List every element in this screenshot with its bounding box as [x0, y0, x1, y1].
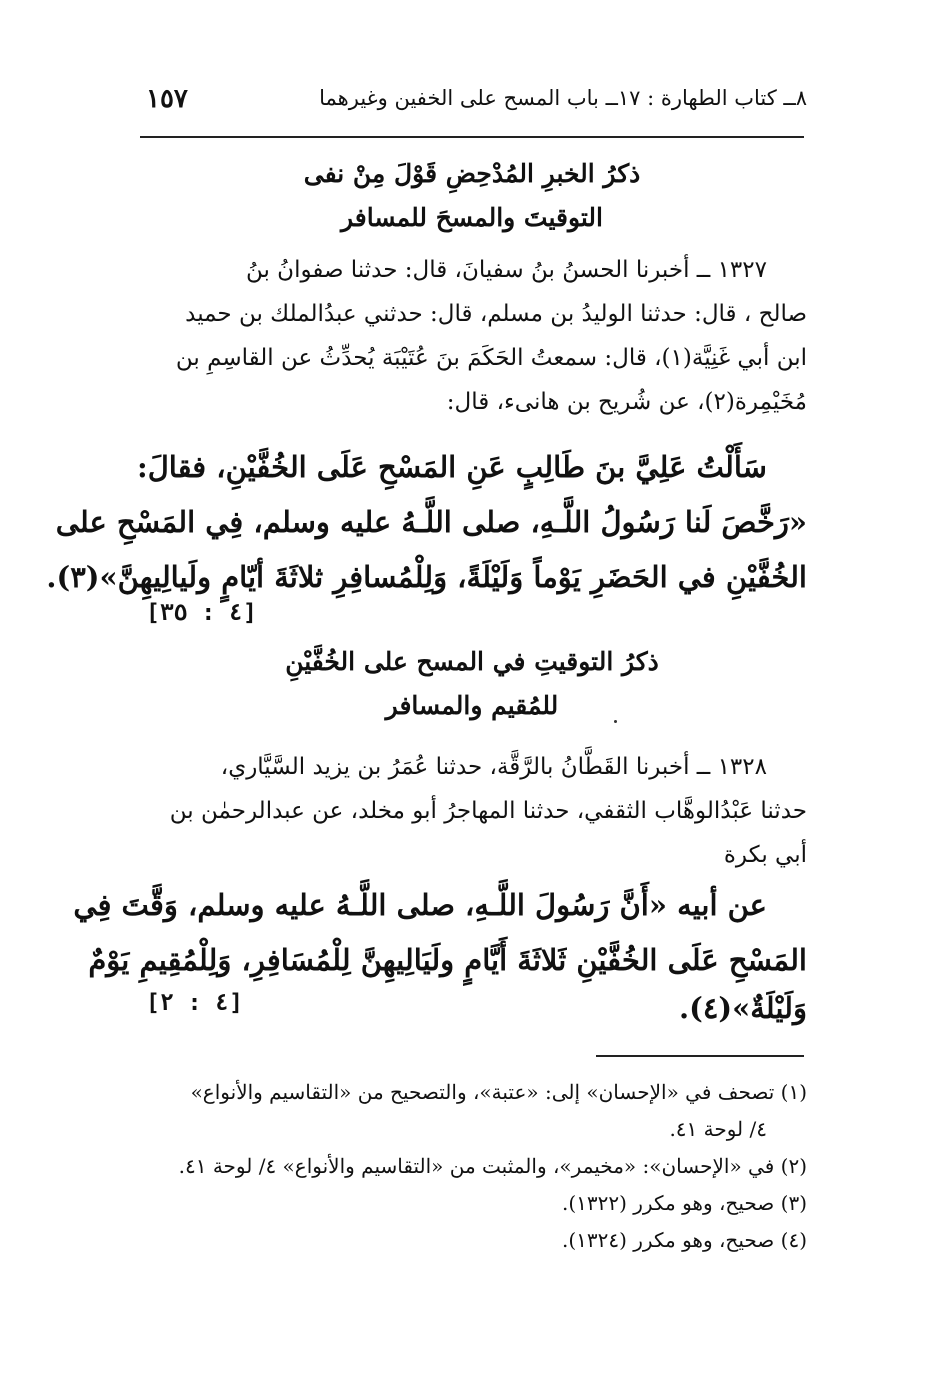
isnad-line: حدثنا عَبْدُالوهَّاب الثقفي، حدثنا المهاجرُ أبو مخلد، عن عبدالرحمٰن بن: [169, 798, 807, 824]
matn-line: «رَخَّصَ لَنا رَسُولُ اللَّـهِ، صلى اللَّـهُ عليه وسلم، فِي المَسْحِ على: [55, 505, 807, 539]
heading-line: ذكرُ الخبرِ المُدْحِضِ قَوْلَ مِنْ نفى: [303, 159, 641, 188]
hadith-1327-reference: [٤ : ٣٥]: [146, 600, 257, 626]
heading-line: التوقيتَ والمسحَ للمسافر: [340, 203, 603, 232]
isnad-line: صالح ، قال: حدثنا الوليدُ بن مسلم، قال: حدثني عبدُالملك بن حميد: [185, 301, 807, 327]
section-heading-1: [140, 152, 804, 240]
matn-line: سَأَلْتُ عَلِيَّ بنَ طَالِبٍ عَنِ المَسْحِ عَلَى الخُفَّيْنِ، فقالَ:: [137, 450, 767, 484]
section-heading-2: [140, 640, 804, 728]
hadith-1327-isnad: [131, 248, 807, 424]
matn-line: عن أبيه «أَنَّ رَسُولَ اللَّـهِ، صلى اللَّـهُ عليه وسلم، وَقَّتَ فِي: [73, 888, 767, 922]
isnad-line: ١٣٢٧ ــ أخبرنا الحسنُ بنُ سفيانَ، قال: حدثنا صفوانُ بنُ: [245, 257, 767, 283]
isnad-line: مُخَيْمِرة(٢)، عن شُريح بن هانىء، قال:: [446, 389, 807, 415]
isnad-line: ١٣٢٨ ــ أخبرنا القَطَّانُ بالرَّقَّة، حدثنا عُمَرُ بن يزيد السَّيَّاري،: [220, 754, 767, 780]
heading-line: ذكرُ التوقيتِ في المسح على الخُفَّيْنِ: [285, 647, 659, 676]
footnote-1-continuation: ٤/ لوحة ٤١.: [669, 1117, 767, 1141]
stray-dot-mark: [614, 720, 617, 723]
header-rule: [140, 136, 804, 138]
hadith-1328-isnad: [131, 745, 807, 877]
isnad-line: أبي بكرة: [723, 842, 807, 868]
page-number: ١٥٧: [146, 84, 188, 114]
matn-line: وَلَيْلَةٌ»(٤).: [679, 991, 807, 1025]
footnote-2: (٢) في «الإحسان»: «مخيمر»، والمثبت من «التقاسيم والأنواع» ٤/ لوحة ٤١.: [178, 1154, 807, 1178]
footnote-1: (١) تصحف في «الإحسان» إلى: «عتبة»، والتصحيح من «التقاسيم والأنواع»: [190, 1080, 807, 1104]
heading-line: للمُقيم والمسافر: [385, 691, 559, 720]
matn-line: الخُفَّيْنِ في الحَضَرِ يَوْماً وَلَيْلَةً، وَلِلْمُسافِرِ ثلاثَةَ أيّامٍ ولَيالِيهِنَّ»(٣).: [46, 560, 807, 594]
hadith-1327-matn: [46, 440, 807, 605]
footnote-3: (٣) صحيح، وهو مكرر (١٣٢٢).: [561, 1191, 807, 1215]
hadith-1328-reference: [٤ : ٢]: [146, 990, 243, 1016]
running-head: ٨ــ كتاب الطهارة : ١٧ــ باب المسح على الخفين وغيرهما: [319, 86, 807, 110]
footnotes: [131, 1074, 807, 1259]
matn-line: المَسْحِ عَلَى الخُفَّيْنِ ثَلاثَةَ أَيَّامٍ ولَيَالِيهِنَّ لِلْمُسَافِرِ، وَلِلْمُقِيمِ يَوْمٌ: [88, 943, 807, 977]
isnad-line: ابن أبي غَنِيَّة(١)، قال: سمعتُ الحَكَمَ بنَ عُتَيْبَة يُحدِّثُ عن القاسِمِ بن: [175, 345, 807, 371]
footnote-4: (٤) صحيح، وهو مكرر (١٣٢٤).: [561, 1228, 807, 1252]
footnote-rule: [596, 1055, 804, 1057]
